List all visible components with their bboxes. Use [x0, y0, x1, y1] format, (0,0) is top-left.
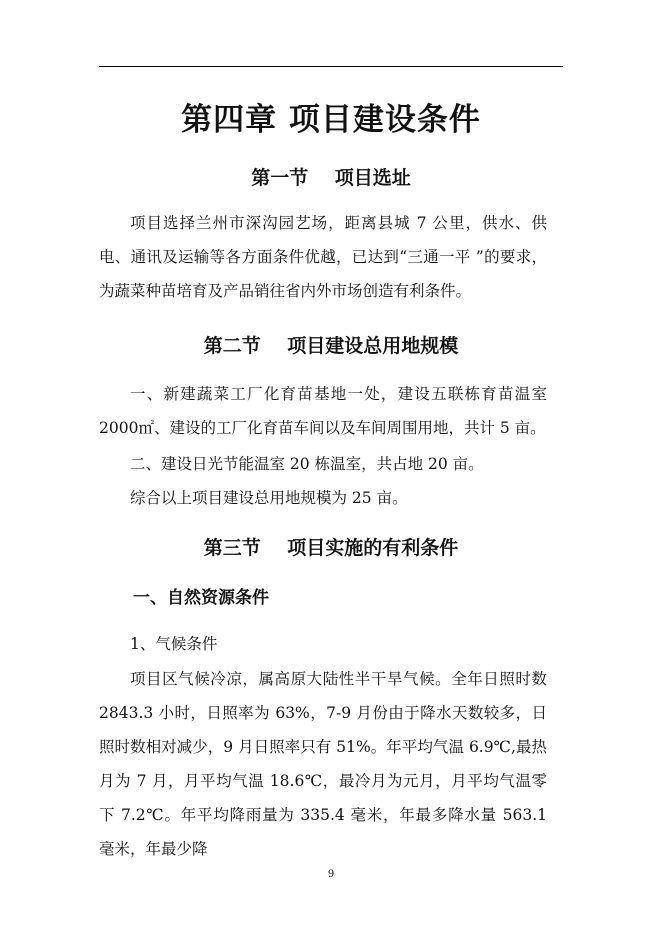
- section-1-paragraph: 项目选择兰州市深沟园艺场，距离县城 7 公里，供水、供电、通讯及运输等各方面条件优越，已达到“三通一平 ”的要求，为蔬菜种苗培育及产品销往省内外市场创造有利条件。: [99, 214, 547, 300]
- header-rule: [99, 66, 563, 67]
- natural-resources-heading: 一、自然资源条件: [133, 588, 269, 608]
- section-title-1: 第一节 项目选址: [251, 167, 411, 189]
- section-title-2: 第二节 项目建设总用地规模: [203, 335, 459, 357]
- section-2-paragraph-3: 综合以上项目建设总用地规模为 25 亩。: [130, 489, 408, 507]
- section-title-3: 第三节 项目实施的有利条件: [203, 537, 459, 559]
- page-number: 9: [327, 869, 335, 880]
- chapter-title: 第四章 项目建设条件: [181, 102, 481, 138]
- section-2-paragraph-1: 一、新建蔬菜工厂化育苗基地一处，建设五联栋育苗温室 2000㎡、建设的工厂化育苗车间以及车间周围用地，共计 5 亩。: [99, 385, 547, 437]
- climate-paragraph: 项目区气候冷凉，属高原大陆性半干旱气候。全年日照时数 2843.3 小时，日照率为 63%，7-9 月份由于降水天数较多，日照时数相对减少，9 月日照率只有 51%。年平均气温 6.9℃,最热月为 7 月，月平均气温 18.6℃，最冷月为元月，月平均气温零下 7.2℃。年平均降雨量为 335.4 毫米，年最多降水量 563.1 毫米，年最少降: [99, 670, 547, 858]
- climate-item-title: 1、气候条件: [130, 635, 218, 653]
- section-2-paragraph-2: 二、建设日光节能温室 20 栋温室，共占地 20 亩。: [130, 455, 484, 473]
